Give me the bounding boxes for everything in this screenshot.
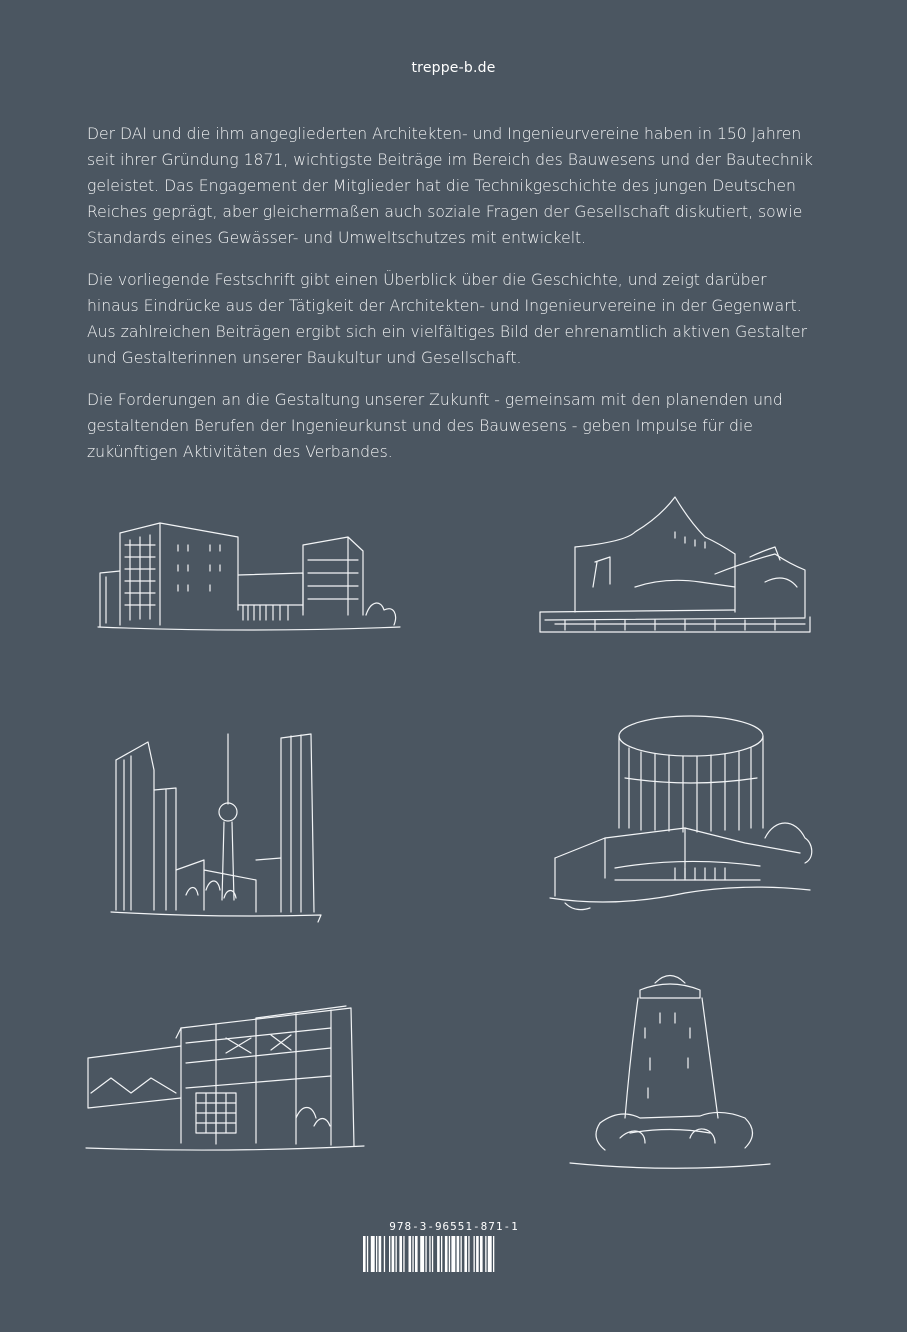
barcode	[363, 1236, 545, 1272]
sketch-elbphilharmonie-icon	[535, 492, 817, 642]
sketch-einstein-tower-icon	[570, 968, 770, 1173]
publisher-url: treppe-b.de	[411, 60, 496, 76]
sketch-gasometer-icon	[545, 708, 817, 918]
sketch-berlin-skyline-tv-tower-icon	[106, 730, 321, 925]
paragraph-1: Der DAI und die ihm angegliederten Architekten- und Ingenieurvereine haben in 150 Jahren seit ihrer Gründung 1871, wichtigste Beiträge im Bereich des Bauwesens und der Bautechnik geleistet. Das Engagement der Mitglieder hat die Technikgeschichte des jungen Deutschen Reiches geprägt, aber gleichermaßen auch soziale Fragen der Gesellschaft diskutiert, sowie Standards eines Gewässer- und Umweltschutzes mit entwickelt.	[87, 125, 813, 247]
paragraph-3: Die Forderungen an die Gestaltung unserer Zukunft - gemeinsam mit den planenden und gestaltenden Berufen der Ingenieurkunst und des Bauwesens - geben Impulse für die zukünftigen Aktivitäten des Verbandes.	[87, 391, 783, 461]
isbn-number: 978-3-96551-871-1	[389, 1220, 519, 1233]
sketch-industrial-building-icon	[86, 998, 364, 1158]
paragraph-2: Die vorliegende Festschrift gibt einen Überblick über die Geschichte, und zeigt darüber hinaus Eindrücke aus der Tätigkeit der Architekten- und Ingenieurvereine in der Gegenwart. Aus zahlreichen Beiträgen ergibt sich ein vielfältiges Bild der ehrenamtlich aktiven Gestalter und Gestalterinnen unserer Baukultur und Gesellschaft.	[87, 271, 808, 367]
body-text	[87, 121, 822, 481]
sketch-bauhaus-icon	[98, 515, 400, 640]
